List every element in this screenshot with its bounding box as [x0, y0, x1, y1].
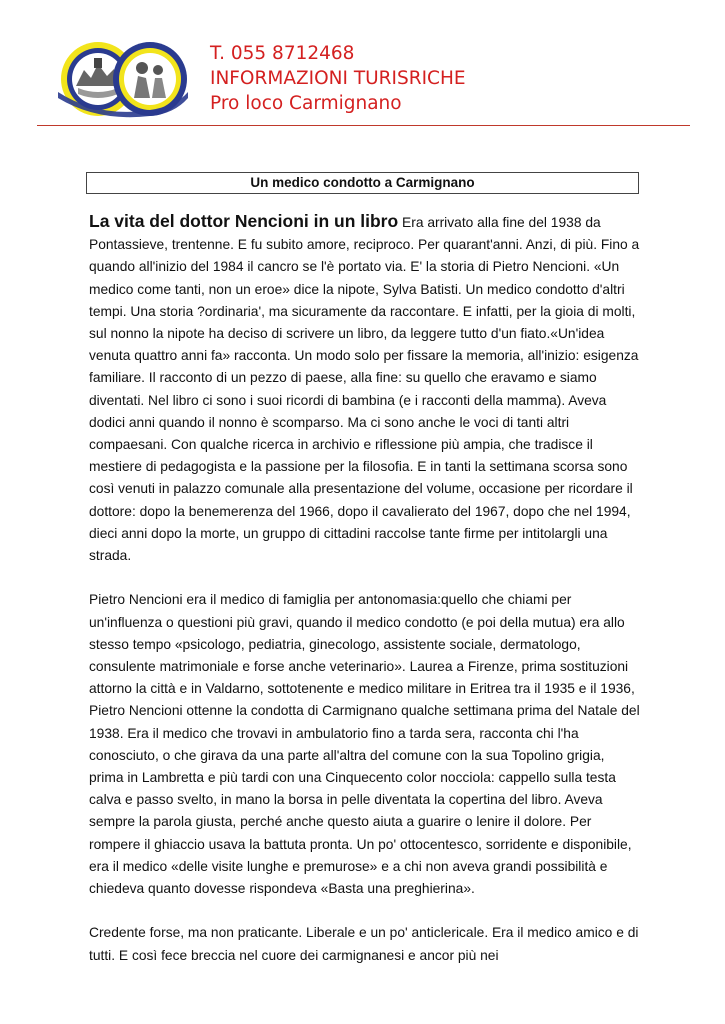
article-paragraph-1	[89, 210, 641, 567]
pro-loco-logo-icon	[58, 36, 188, 122]
phone-number: T. 055 8712468	[210, 43, 355, 64]
article-title-box: Un medico condotto a Carmignano	[86, 172, 639, 194]
paragraph-1-text: Era arrivato alla fine del 1938 da Pontassieve, trentenne. E fu subito amore, reciproco. Per quarant'anni. Anzi, di più. Fino a quando all'inizio del 1984 il cancro se l'è portato via. E' la storia di Pietro Nencioni. «Un medico come tanti, non un eroe» dice la nipote, Sylva Batisti. Un medico condotto d'altri tempi. Una storia ?ordinaria', ma sicuramente da raccontare. E infatti, per la gioia di molti, sul nonno la nipote ha deciso di scrivere un libro, da leggere tutto d'un fiato.«Un'idea venuta quattro anni fa» racconta. Un modo solo per fissare la memoria, all'inizio: esigenza familiare. Il racconto di un pezzo di paese, alla fine: su quello che eravamo e siamo diventati. Nel libro ci sono i suoi ricordi di bambina (e i racconti della mamma). Aveva dodici anni quando il nonno è scomparso. Ma ci sono anche le voci di tanti altri compaesani. Con qualche ricerca in archivio e riflessione più ampia, che tradisce il mestiere di pedagogista e la passione per la filosofia. E in tanti la settimana scorsa sono così venuti in palazzo comunale alla presentazione del volume, occasione per ricordare il dottore: dopo la benemerenza del 1966, dopo il cavalierato del 1967, dopo che nel 1994, dieci anni dopo la morte, un gruppo di cittadini raccolse tante firme per intitolargli una strada.	[89, 215, 640, 564]
contact-block	[210, 41, 466, 116]
letterhead	[0, 0, 725, 128]
article-paragraph-2: Pietro Nencioni era il medico di famiglia per antonomasia:quello che chiami per un'influenza o questioni più gravi, quando il medico condotto (e poi della mutua) era allo stesso tempo «psicologo, pediatria, ginecologo, assistente sociale, dermatologo, consulente matrimoniale e forse anche veterinario». Laurea a Firenze, prima sostituzioni attorno la città e in Valdarno, sottotenente e medico militare in Eritrea tra il 1935 e il 1936, Pietro Nencioni ottenne la condotta di Carmignano qualche settimana prima del Natale del 1938. Era il medico che trovavi in ambulatorio fino a tarda sera, racconta chi l'ha conosciuto, o che girava da una parte all'altra del comune con la sua Topolino grigia, prima in Lambretta e più tardi con una Cinquecento color nocciola: cappello sulla testa calva e passo svelto, in mano la borsa in pelle diventata la copertina del libro. Aveva sempre la parola giusta, perché anche questo aiuta a guarire o lenire il dolore. Per rompere il ghiaccio usava la battuta pronta. Un po' ottocentesco, sorridente e disponibile, era il medico «delle visite lunghe e premurose» e a chi non aveva grandi possibilità e chiedeva quanto dovesse rispondeva «Basta una preghierina».	[89, 592, 640, 897]
header-divider	[37, 125, 690, 126]
article-headline: La vita del dottor Nencioni in un libro	[89, 211, 399, 231]
organization-name: Pro loco Carmignano	[210, 93, 402, 114]
tourist-info-label: INFORMAZIONI TURISRICHE	[210, 68, 466, 89]
article-body	[89, 210, 641, 989]
article-paragraph-3: Credente forse, ma non praticante. Liberale e un po' anticlericale. Era il medico amico e di tutti. E così fece breccia nel cuore dei carmignanesi e ancor più nei	[89, 925, 639, 963]
